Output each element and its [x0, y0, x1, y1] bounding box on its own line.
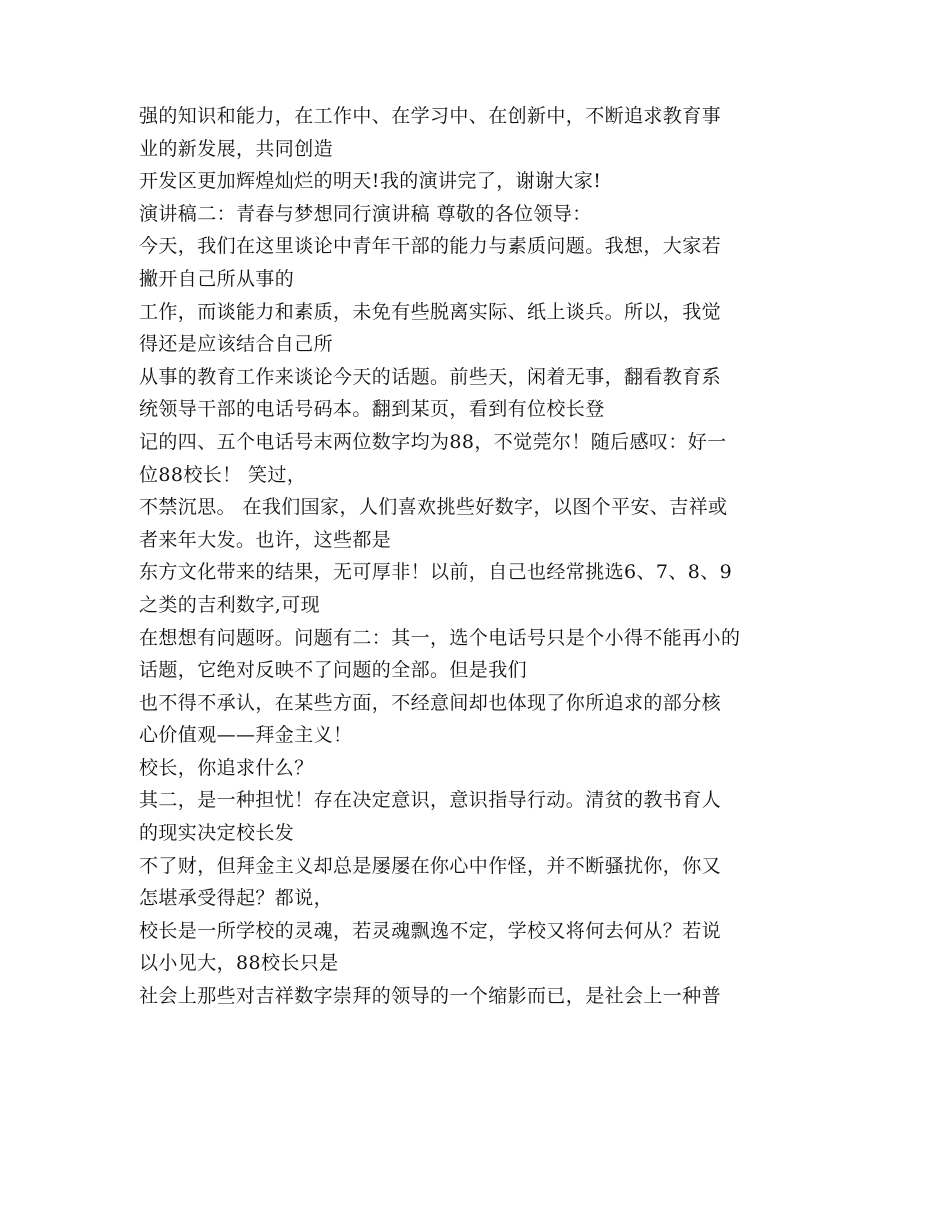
speech-text-body [139, 100, 814, 1013]
text-line: 开发区更加辉煌灿烂的明天!我的演讲完了，谢谢大家! [139, 170, 602, 193]
text-line: 怎堪承受得起？都说， [139, 887, 334, 910]
text-line: 其二，是一种担忧！存在决定意识，意识指导行动。清贫的教书育人 [139, 789, 722, 812]
text-line: 者来年大发。也许，这些都是 [139, 528, 392, 551]
text-line: 位88校长！ 笑过， [139, 463, 307, 486]
text-line: 从事的教育工作来谈论今天的话题。前些天，闲着无事，翻看教育系 [139, 365, 722, 388]
text-line: 的现实决定校长发 [139, 822, 295, 845]
text-line: 校长是一所学校的灵魂，若灵魂飘逸不定，学校又将何去何从？若说 [139, 919, 722, 942]
text-line: 工作，而谈能力和素质，未免有些脱离实际、纸上谈兵。所以，我觉 [139, 300, 722, 323]
text-line: 也不得不承认，在某些方面，不经意间却也体现了你所追求的部分核 [139, 691, 722, 714]
text-line: 话题，它绝对反映不了问题的全部。但是我们 [139, 659, 528, 682]
text-line: 校长，你追求什么？ [139, 756, 314, 779]
text-line: 得还是应该结合自己所 [139, 333, 334, 356]
text-line: 社会上那些对吉祥数字崇拜的领导的一个缩影而已，是社会上一种普 [139, 985, 722, 1008]
text-line: 记的四、五个电话号末两位数字均为88，不觉莞尔！随后感叹：好一 [139, 430, 727, 453]
text-line: 演讲稿二：青春与梦想同行演讲稿 尊敬的各位领导： [139, 202, 592, 225]
text-line: 统领导干部的电话号码本。翻到某页，看到有位校长登 [139, 398, 605, 421]
text-line: 业的新发展，共同创造 [139, 137, 334, 160]
text-line: 不了财，但拜金主义却总是屡屡在你心中作怪，并不断骚扰你，你又 [139, 854, 722, 877]
text-line: 之类的吉利数字,可现 [139, 593, 321, 616]
text-line: 心价值观——拜金主义！ [139, 724, 353, 747]
text-line: 撇开自己所从事的 [139, 267, 295, 290]
text-line: 在想想有问题呀。问题有二：其一，选个电话号只是个小得不能再小的 [139, 626, 741, 649]
text-line: 以小见大，88校长只是 [139, 952, 339, 975]
text-line: 东方文化带来的结果，无可厚非！以前，自己也经常挑选6、7、8、9 [139, 561, 733, 584]
text-line: 强的知识和能力，在工作中、在学习中、在创新中，不断追求教育事 [139, 105, 722, 127]
text-line: 今天，我们在这里谈论中青年干部的能力与素质问题。我想，大家若 [139, 235, 722, 258]
text-line: 不禁沉思。 在我们国家，人们喜欢挑些好数字，以图个平安、吉祥或 [139, 496, 728, 519]
